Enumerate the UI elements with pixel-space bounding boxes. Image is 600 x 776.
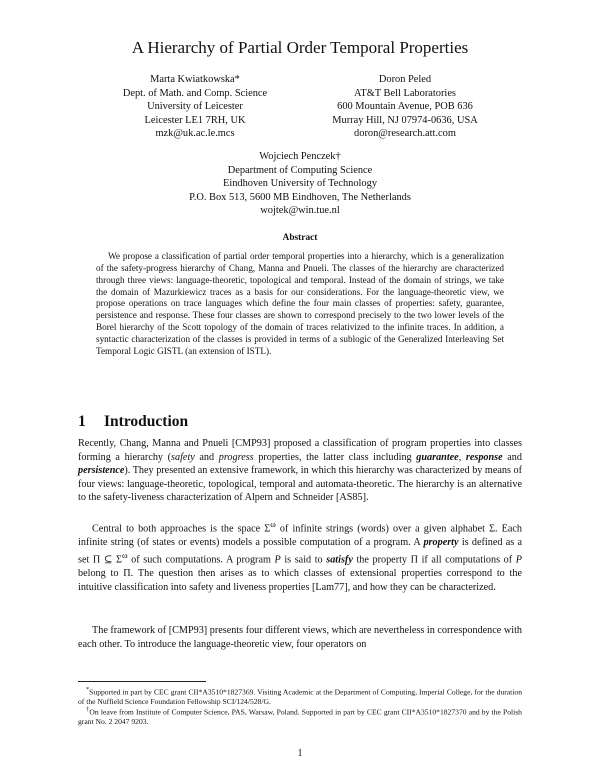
footnote-text: Supported in part by CEC grant CII*A3510*1827369. Visiting Academic at the Department of Computing, Imperial College, for the duration of the Nuffield Science Foundation Fellowship SCI/124/528/G. bbox=[78, 687, 522, 707]
text-run: is said to bbox=[280, 554, 327, 566]
section-number: 1 bbox=[78, 413, 86, 430]
section-title: Introduction bbox=[104, 413, 189, 430]
emphasis-safety: safety bbox=[171, 451, 195, 463]
author-affiliation: University of Leicester bbox=[147, 101, 243, 113]
author-block-kwiatkowska bbox=[95, 73, 295, 141]
text-run: and bbox=[502, 451, 522, 463]
text-run: and bbox=[194, 451, 219, 463]
page-number: 1 bbox=[297, 748, 303, 759]
footnote-marker: * bbox=[86, 686, 90, 693]
text-run: the property Π if all computations of bbox=[352, 554, 516, 566]
text-run: Recently, Chang, Manna and Pnueli [CMP93] proposed a classification of program properties into classes forming a hierarchy ( bbox=[78, 438, 522, 463]
author-affiliation: Department of Computing Science bbox=[227, 164, 373, 176]
author-name: Marta Kwiatkowska* bbox=[150, 74, 240, 85]
author-affiliation: AT&T Bell Laboratories bbox=[354, 87, 456, 99]
text-run: of infinite strings (words) over a given alphabet Σ. Each infinite string (of states or events) models a possible computation of a program. A bbox=[78, 523, 522, 548]
author-address: P.O. Box 513, 5600 MB Eindhoven, The Netherlands bbox=[189, 191, 411, 203]
author-email: wojtek@win.tue.nl bbox=[260, 205, 340, 217]
math-p: P bbox=[515, 554, 522, 566]
author-affiliation: Dept. of Math. and Comp. Science bbox=[122, 87, 268, 99]
author-email: mzk@uk.ac.le.mcs bbox=[155, 128, 235, 140]
emphasis-persistence: persistence bbox=[78, 465, 125, 476]
author-address: Leicester LE1 7RH, UK bbox=[144, 114, 246, 126]
author-block-peled bbox=[285, 73, 525, 141]
math-p: P bbox=[274, 554, 281, 566]
text-run: Central to both approaches is the space Σ bbox=[92, 523, 271, 535]
superscript-omega: ω bbox=[270, 519, 276, 529]
abstract-text: We propose a classification of partial order temporal properties into a hierarchy, which is a generalization of the safety-progress hierarchy of Chang, Manna and Pnueli. The classes of the hierarchy are characterized through three views: language-theoretic, topological and temporal. Instead of the domain of strings, we take the domain of Mazurkiewicz traces as a basis for our considerations. For the language-theoretic view, we propose operations on trace languages which define the four main classes of properties: safety, guarantee, persistence and response. These four classes are shown to correspond precisely to the two lower levels of the Borel hierarchy of the Scott topology of the domain of traces relativized to the infinite traces. In addition, a syntactic characterization of the classes is provided in terms of a sublogic of the Generalized Interleaving Set Temporal Logic GISTL (an extension of ISTL). bbox=[96, 251, 504, 356]
text-run: belong to Π. The question then arises as to which classes of extensional properties correspond to the intuitive classification into safety and liveness properties [Lam77], and how they can be characterized. bbox=[78, 568, 522, 593]
text-run: is defined as a set Π ⊆ Σ bbox=[78, 536, 522, 566]
author-block-penczek bbox=[150, 150, 450, 218]
footnote-marker: † bbox=[86, 706, 90, 713]
text-run: , bbox=[458, 451, 466, 463]
emphasis-satisfy: satisfy bbox=[326, 554, 353, 566]
intro-paragraph-1 bbox=[78, 437, 522, 505]
intro-paragraph-2 bbox=[78, 518, 522, 594]
section-heading-introduction bbox=[78, 413, 188, 431]
emphasis-progress: progress bbox=[218, 451, 254, 463]
abstract-heading: Abstract bbox=[282, 233, 318, 243]
author-address: Murray Hill, NJ 07974-0636, USA bbox=[332, 114, 478, 126]
author-email: doron@research.att.com bbox=[354, 128, 456, 140]
footnote-1 bbox=[78, 685, 522, 707]
author-name: Doron Peled bbox=[378, 74, 432, 85]
text-run: ). They presented an extensive framework, in which this hierarchy was characterized by means of four views: language-theoretic, topological, temporal and automata-theoretic. The hierarchy is an alternative to the safety-liveness characterization of Alpern and Schneider [AS85]. bbox=[78, 465, 522, 503]
emphasis-guarantee: guarantee bbox=[416, 451, 459, 463]
paper-title: A Hierarchy of Partial Order Temporal Properties bbox=[131, 38, 469, 57]
author-name: Wojciech Penczek† bbox=[259, 151, 341, 162]
emphasis-response: response bbox=[465, 451, 503, 463]
author-affiliation: 600 Mountain Avenue, POB 636 bbox=[337, 101, 473, 113]
footnote-text: On leave from Institute of Computer Science, PAS, Warsaw, Poland. Supported in part by CEC grant CII*A3510*1827370 and by the Polish grant No. 2 2047 9203. bbox=[78, 707, 522, 727]
text-run: of such computations. A program bbox=[127, 554, 275, 566]
intro-paragraph-3: The framework of [CMP93] presents four different views, which are nevertheless in correspondence with each other. To introduce the language-theoretic view, four operators on bbox=[78, 625, 522, 650]
text-run: properties, the latter class including bbox=[253, 451, 417, 463]
author-affiliation: Eindhoven University of Technology bbox=[222, 178, 378, 190]
footnote-2 bbox=[78, 705, 522, 727]
superscript-omega: ω bbox=[121, 550, 128, 561]
emphasis-property: property bbox=[423, 536, 459, 548]
footnote-rule bbox=[78, 681, 206, 682]
